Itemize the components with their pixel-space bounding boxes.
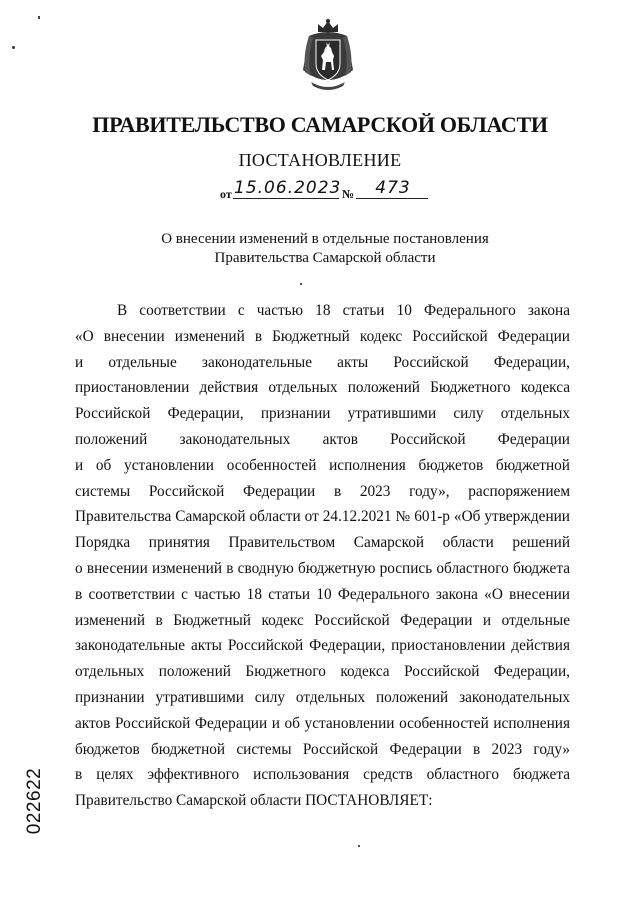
body-line: законодательные акты Российской Федерации, приостановлении действия	[75, 637, 570, 655]
body-line: актов Российской Федерации и об установлении особенностей исполнения	[75, 714, 570, 732]
number-prefix: №	[342, 187, 355, 201]
body-line: и отдельные законодательные акты Российской Федерации,	[75, 353, 570, 371]
body-line: Российской Федерации, признании утратившими силу отдельных	[75, 405, 570, 423]
side-number-text: 022622	[24, 767, 45, 835]
date-number-line	[220, 180, 440, 204]
scan-artifact	[300, 283, 302, 285]
organization-title: ПРАВИТЕЛЬСТВО САМАРСКОЙ ОБЛАСТИ	[92, 112, 548, 137]
side-registration-number	[20, 767, 48, 840]
body-line: отдельных положений Бюджетного кодекса Российской Федерации,	[75, 663, 570, 681]
body-line: в целях эффективного использования средств областного бюджета	[75, 766, 570, 784]
body-line: о внесении изменений в сводную бюджетную роспись областного бюджета	[75, 559, 570, 577]
body-line: В соответствии с частью 18 статьи 10 Федерального закона	[117, 302, 570, 319]
scan-artifact	[12, 46, 15, 49]
body-line: Правительство Самарской области ПОСТАНОВЛЯЕТ:	[75, 792, 433, 810]
body-line: Правительства Самарской области от 24.12.2021 № 601-р «Об утверждении	[75, 508, 570, 526]
date-underline	[233, 198, 339, 199]
body-line: Порядка принятия Правительством Самарской области решений	[75, 534, 570, 552]
document-number: 473	[375, 178, 411, 198]
body-line: положений законодательных актов Российской Федерации	[75, 430, 570, 448]
subject-line: Правительства Самарской области	[214, 250, 436, 266]
body-line: изменений в Бюджетный кодекс Российской Федерации и отдельные	[75, 611, 570, 629]
document-subject	[0, 230, 640, 268]
body-line: в соответствии с частью 18 статьи 10 Федерального закона «О внесении	[75, 585, 570, 603]
coat-of-arms-icon	[297, 18, 359, 94]
subject-line: О внесении изменений в отдельные постановления	[161, 231, 489, 247]
date-prefix: от	[220, 187, 232, 201]
body-line: приостановлении действия отдельных положений Бюджетного кодекса	[75, 379, 570, 397]
document-type: ПОСТАНОВЛЕНИЕ	[238, 150, 402, 170]
body-line: бюджетов бюджетной системы Российской Федерации в 2023 году»	[75, 740, 570, 758]
body-line: и об установлении особенностей исполнения бюджетов бюджетной	[75, 456, 570, 474]
body-line: «О внесении изменений в Бюджетный кодекс Российской Федерации	[75, 327, 570, 345]
document-date: 15.06.2023	[234, 178, 342, 198]
number-underline	[356, 198, 428, 199]
scan-artifact	[38, 16, 40, 19]
body-line: признании утратившими силу отдельных положений законодательных	[75, 688, 570, 706]
body-line: системы Российской Федерации в 2023 году», распоряжением	[75, 482, 570, 500]
document-body	[75, 298, 570, 814]
scan-artifact	[358, 845, 360, 847]
